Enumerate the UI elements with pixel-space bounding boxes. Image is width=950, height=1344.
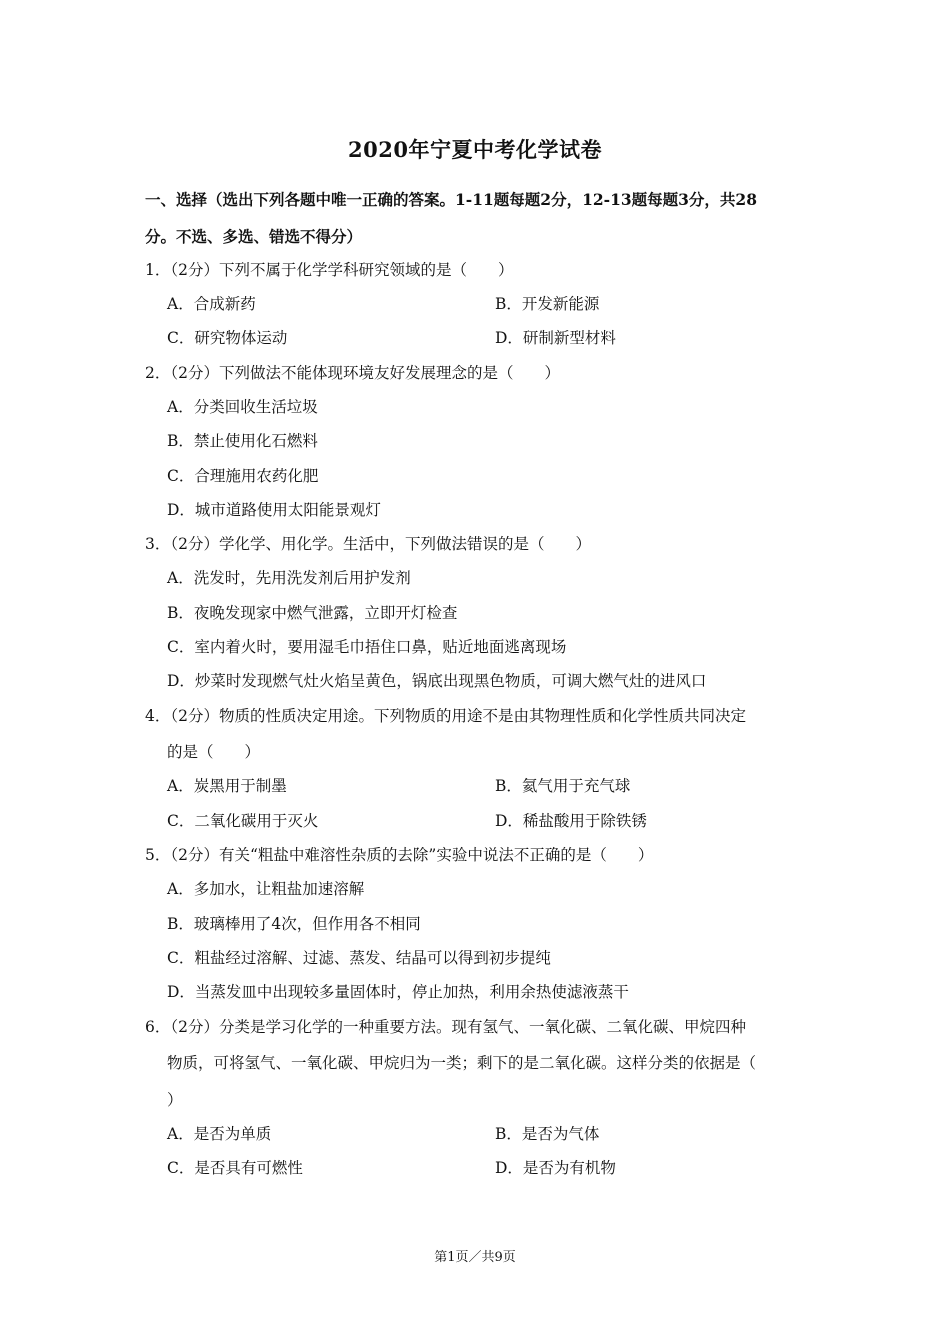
question-3-option-d: D．炒菜时发现燃气灶火焰呈黄色，锅底出现黑色物质，可调大燃气灶的进风口 xyxy=(167,672,707,690)
question-4-option-a: A．炭黑用于制墨 xyxy=(167,777,287,795)
section-heading-line2: 分。不选、多选、错选不得分） xyxy=(145,227,363,246)
question-4-option-c: C．二氧化碳用于灭火 xyxy=(167,812,319,830)
question-3-option-a: A．洗发时，先用洗发剂后用护发剂 xyxy=(167,569,411,587)
question-4-stem: 4．（2分）物质的性质决定用途。下列物质的用途不是由其物理性质和化学性质共同决定 xyxy=(145,707,746,725)
question-5-option-c: C．粗盐经过溶解、过滤、蒸发、结晶可以得到初步提纯 xyxy=(167,949,551,967)
question-2-option-c: C．合理施用农药化肥 xyxy=(167,467,319,485)
question-1-option-b: B．开发新能源 xyxy=(495,295,600,313)
question-2-option-b: B．禁止使用化石燃料 xyxy=(167,432,318,450)
question-4-option-b: B．氦气用于充气球 xyxy=(495,777,631,795)
question-4-option-d: D．稀盐酸用于除铁锈 xyxy=(495,812,647,830)
question-2-stem: 2．（2分）下列做法不能体现环境友好发展理念的是（ ） xyxy=(145,364,560,382)
page-footer: 第1页／共9页 xyxy=(434,1250,516,1265)
question-6-stem-cont: 物质，可将氢气、一氧化碳、甲烷归为一类；剩下的是二氧化碳。这样分类的依据是（ xyxy=(167,1054,757,1072)
question-5-stem: 5．（2分）有关“粗盐中难溶性杂质的去除”实验中说法不正确的是（ ） xyxy=(145,846,654,864)
question-3-option-c: C．室内着火时，要用湿毛巾捂住口鼻，贴近地面逃离现场 xyxy=(167,638,567,656)
question-6-option-d: D．是否为有机物 xyxy=(495,1159,616,1177)
page-title: 2020年宁夏中考化学试卷 xyxy=(348,137,602,162)
question-5-option-a: A．多加水，让粗盐加速溶解 xyxy=(167,880,365,898)
question-6-stem: 6．（2分）分类是学习化学的一种重要方法。现有氢气、一氧化碳、二氧化碳、甲烷四种 xyxy=(145,1018,746,1036)
question-6-stem-cont2: ） xyxy=(167,1091,183,1109)
question-5-option-d: D．当蒸发皿中出现较多量固体时，停止加热，利用余热使滤液蒸干 xyxy=(167,983,629,1001)
question-2-option-a: A．分类回收生活垃圾 xyxy=(167,398,318,416)
question-1-stem: 1．（2分）下列不属于化学学科研究领域的是（ ） xyxy=(145,261,514,279)
question-3-option-b: B．夜晚发现家中燃气泄露，立即开灯检查 xyxy=(167,604,458,622)
question-6-option-b: B．是否为气体 xyxy=(495,1125,600,1143)
question-1-option-c: C．研究物体运动 xyxy=(167,329,288,347)
question-2-option-d: D．城市道路使用太阳能景观灯 xyxy=(167,501,381,519)
question-1-option-d: D．研制新型材料 xyxy=(495,329,616,347)
question-6-option-c: C．是否具有可燃性 xyxy=(167,1159,303,1177)
question-5-option-b: B．玻璃棒用了4次，但作用各不相同 xyxy=(167,915,421,933)
section-heading-line1: 一、选择（选出下列各题中唯一正确的答案。1-11题每题2分，12-13题每题3分，共28 xyxy=(145,190,758,209)
question-3-stem: 3．（2分）学化学、用化学。生活中，下列做法错误的是（ ） xyxy=(145,535,591,553)
question-6-option-a: A．是否为单质 xyxy=(167,1125,272,1143)
question-4-stem-cont: 的是（ ） xyxy=(167,743,261,761)
question-1-option-a: A．合成新药 xyxy=(167,295,256,313)
